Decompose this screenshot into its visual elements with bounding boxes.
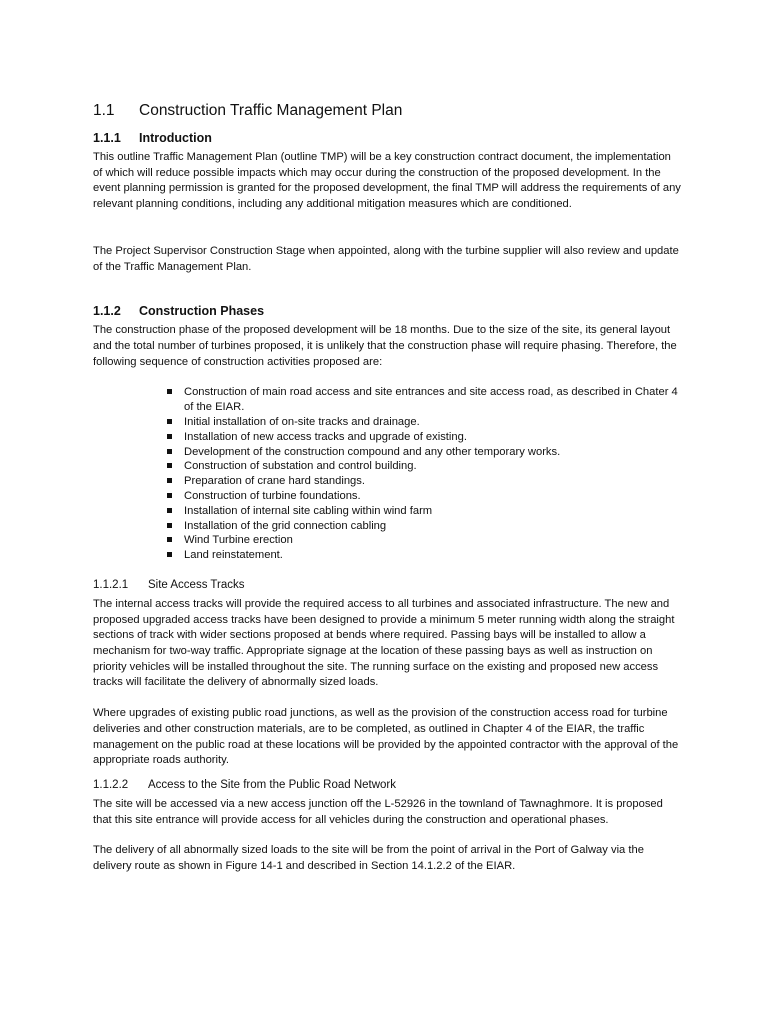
introduction-number: 1.1.1 [93, 131, 121, 145]
section-title: Construction Traffic Management Plan [139, 102, 403, 119]
list-item: Preparation of crane hard standings. [167, 474, 683, 489]
site-access-heading [93, 778, 683, 793]
site-access-number: 1.1.2.2 [93, 778, 129, 791]
site-access-title: Access to the Site from the Public Road Network [148, 778, 396, 791]
bullet-square-icon [167, 419, 172, 424]
introduction-paragraph-1: This outline Traffic Management Plan (outline TMP) will be a key construction contract document, the implementation of which will reduce possible impacts which may occur during the construction of the proposed development. In the event planning permission is granted for the proposed development, the final TMP will address the requirements of any relevant planning conditions, including any additional mitigation measures which are conditioned. [93, 151, 681, 211]
bullet-square-icon [167, 449, 172, 454]
phases-paragraph: The construction phase of the proposed development will be 18 months. Due to the size of the site, its general layout and the total number of turbines proposed, it is unlikely that the construction phase will require phasing. Therefore, the following sequence of construction activities proposed are: [93, 324, 677, 368]
list-item: Wind Turbine erection [167, 533, 683, 548]
bullet-square-icon [167, 523, 172, 528]
list-item: Initial installation of on-site tracks and drainage. [167, 415, 683, 430]
document-page [93, 101, 683, 875]
access-tracks-paragraph-1: The internal access tracks will provide the required access to all turbines and associated infrastructure. The new and proposed upgraded access tracks have been designed to provide a minimum 5 meter running width along the straight sections of track with wider sections proposed at bends where required. Passing bays will be installed to allow a mechanism for two-way traffic. Appropriate signage at the location of these passing bays as well as instruction on priority vehicles will be installed throughout the site. The running surface on the existing and proposed new access tracks will facilitate the delivery of abnormally sized loads. [93, 597, 675, 689]
bullet-square-icon [167, 478, 172, 483]
list-item: Installation of internal site cabling within wind farm [167, 504, 683, 519]
bullet-square-icon [167, 463, 172, 468]
list-item: Installation of new access tracks and upgrade of existing. [167, 430, 683, 445]
phases-number: 1.1.2 [93, 304, 121, 319]
access-tracks-paragraph-2: Where upgrades of existing public road junctions, as well as the provision of the construction access road for turbine deliveries and other construction materials, are to be completed, as outlined in Chapter 4 of the EIAR, the traffic management on the public road at these locations will be provided by the appointed contractor with the approval of the appropriate roads authority. [93, 707, 679, 767]
site-access-paragraph-2: The delivery of all abnormally sized loads to the site will be from the point of arrival in the Port of Galway via the delivery route as shown in Figure 14-1 and described in Section 14.1.2.2 of the EIAR. [93, 844, 644, 873]
introduction-heading [93, 130, 683, 146]
list-item: Construction of main road access and site entrances and site access road, as described in Chater 4 of the EIAR. [167, 385, 683, 415]
access-tracks-number: 1.1.2.1 [93, 578, 129, 591]
access-tracks-title: Site Access Tracks [148, 578, 245, 591]
bullet-square-icon [167, 552, 172, 557]
introduction-paragraph-2: The Project Supervisor Construction Stage when appointed, along with the turbine supplier will also review and update of the Traffic Management Plan. [93, 244, 679, 273]
list-item: Land reinstatement. [167, 548, 683, 563]
section-heading [93, 101, 683, 121]
bullet-square-icon [167, 508, 172, 513]
list-item: Installation of the grid connection cabling [167, 519, 683, 534]
bullet-square-icon [167, 389, 172, 394]
bullet-square-icon [167, 434, 172, 439]
phases-title: Construction Phases [139, 304, 265, 319]
section-number: 1.1 [93, 102, 115, 119]
site-access-paragraph-1: The site will be accessed via a new access junction off the L-52926 in the townland of Tawnaghmore. It is proposed that this site entrance will provide access for all vehicles during the construction and operational phases. [93, 797, 663, 826]
access-tracks-heading [93, 578, 683, 593]
bullet-square-icon [167, 493, 172, 498]
list-item: Construction of substation and control building. [167, 459, 683, 474]
phases-heading [93, 303, 683, 319]
list-item: Development of the construction compound and any other temporary works. [167, 445, 683, 460]
construction-activities-list [93, 385, 683, 563]
introduction-title: Introduction [139, 131, 212, 145]
bullet-square-icon [167, 537, 172, 542]
list-item: Construction of turbine foundations. [167, 489, 683, 504]
